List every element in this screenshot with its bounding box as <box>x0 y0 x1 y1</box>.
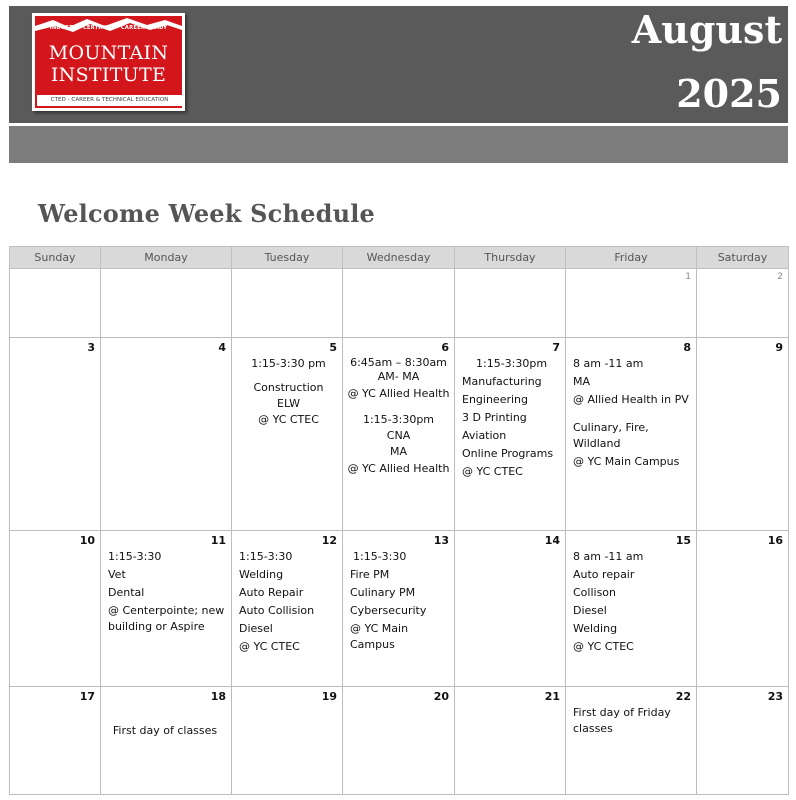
date-number: 20 <box>433 690 449 703</box>
event-line: Welding <box>239 568 284 581</box>
event-aug5 <box>239 356 338 428</box>
event-line: Engineering <box>462 393 528 406</box>
logo-tagline: INDUSTRY CERTIFIED - CAREER READY <box>49 25 168 31</box>
event-line: Diesel <box>239 622 273 635</box>
date-number: 8 <box>683 341 691 354</box>
day-cell-aug15 <box>566 531 697 687</box>
event-line: @ YC CTEC <box>573 640 634 653</box>
day-cell-empty <box>455 269 566 338</box>
event-line: Culinary PM <box>350 586 416 599</box>
date-number: 3 <box>87 341 95 354</box>
header-subbar <box>9 126 788 163</box>
event-line: Fire PM <box>350 568 390 581</box>
day-cell-aug8 <box>566 338 697 531</box>
logo-word-institute: INSTITUTE <box>50 64 167 86</box>
event-line: @ YC Allied Health <box>347 462 450 475</box>
week-row-4 <box>10 687 789 795</box>
event-aug6 <box>347 356 450 476</box>
event-line: Auto repair <box>573 568 635 581</box>
event-aug11 <box>108 549 227 635</box>
day-cell-aug18 <box>101 687 232 795</box>
weekday-sunday: Sunday <box>10 247 101 269</box>
event-aug15 <box>573 549 692 655</box>
event-line: Aviation <box>462 429 507 442</box>
event-line: Auto Collision <box>239 604 315 617</box>
event-line: 1:15-3:30 <box>239 550 293 563</box>
weekday-header-row <box>10 247 789 269</box>
date-number: 10 <box>79 534 95 547</box>
event-aug13 <box>350 549 450 653</box>
event-line: @ Allied Health in PV <box>573 393 689 406</box>
date-number: 21 <box>544 690 560 703</box>
event-line: Welding <box>573 622 618 635</box>
week-row-2 <box>10 338 789 531</box>
logo-subtitle: CTED - CAREER & TECHNICAL EDUCATION <box>37 95 182 106</box>
event-line: 1:15-3:30 <box>108 550 162 563</box>
date-number: 16 <box>767 534 783 547</box>
event-line: @ YC Main Campus <box>573 455 680 468</box>
day-cell-empty <box>101 269 232 338</box>
event-line: @ YC CTEC <box>258 413 319 426</box>
event-line: 8 am -11 am <box>573 550 644 563</box>
day-cell-aug3 <box>10 338 101 531</box>
date-number: 19 <box>321 690 337 703</box>
event-line: 1:15-3:30pm <box>362 413 435 426</box>
day-cell-aug19 <box>232 687 343 795</box>
date-number: 18 <box>210 690 226 703</box>
date-number: 23 <box>767 690 783 703</box>
event-line: 3 D Printing <box>462 411 527 424</box>
date-number: 5 <box>329 341 337 354</box>
weekday-wednesday: Wednesday <box>343 247 455 269</box>
day-cell-aug16 <box>697 531 789 687</box>
date-number: 6 <box>441 341 449 354</box>
date-number: 14 <box>544 534 560 547</box>
event-line: MA <box>573 375 591 388</box>
event-line: @ Centerpointe; new building or Aspire <box>108 604 225 633</box>
day-cell-aug1 <box>566 269 697 338</box>
date-number: 9 <box>775 341 783 354</box>
date-number: 11 <box>210 534 226 547</box>
event-line: Auto Repair <box>239 586 304 599</box>
event-line: 1:15-3:30 pm <box>251 357 326 370</box>
day-cell-aug4 <box>101 338 232 531</box>
event-line: ELW <box>277 397 300 410</box>
event-line: @ YC CTEC <box>462 465 523 478</box>
day-cell-empty <box>343 269 455 338</box>
month-label: August <box>631 7 782 52</box>
date-number: 4 <box>218 341 226 354</box>
event-aug8 <box>573 356 692 470</box>
logo-word-mountain: MOUNTAIN <box>48 42 169 64</box>
day-cell-aug12 <box>232 531 343 687</box>
weekday-tuesday: Tuesday <box>232 247 343 269</box>
calendar-grid <box>9 246 789 795</box>
date-number: 12 <box>321 534 337 547</box>
event-line: Diesel <box>573 604 607 617</box>
day-cell-aug10 <box>10 531 101 687</box>
event-line: @ YC Allied Health <box>347 387 450 400</box>
event-aug12 <box>239 549 338 655</box>
event-line: CNA <box>386 429 411 442</box>
date-number: 22 <box>675 690 691 703</box>
event-line: First day of classes <box>112 724 218 737</box>
event-aug7 <box>462 356 561 480</box>
event-line: Collison <box>573 586 617 599</box>
day-cell-aug20 <box>343 687 455 795</box>
day-cell-aug7 <box>455 338 566 531</box>
event-line: MA <box>389 445 407 458</box>
event-line: 6:45am – 8:30am <box>350 356 447 369</box>
date-number: 15 <box>675 534 691 547</box>
year-label: 2025 <box>676 71 782 116</box>
weekday-monday: Monday <box>101 247 232 269</box>
page-title: Welcome Week Schedule <box>38 199 376 228</box>
day-cell-aug23 <box>697 687 789 795</box>
event-line: Vet <box>108 568 126 581</box>
logo-red-panel <box>35 16 182 108</box>
event-line: First day of Friday classes <box>573 706 671 735</box>
date-number: 13 <box>433 534 449 547</box>
event-line: Construction <box>253 381 324 394</box>
event-line: AM- MA <box>377 370 420 383</box>
date-number: 17 <box>79 690 95 703</box>
day-cell-aug5 <box>232 338 343 531</box>
event-line: @ YC CTEC <box>239 640 300 653</box>
event-line: Manufacturing <box>462 375 542 388</box>
day-cell-aug22 <box>566 687 697 795</box>
event-aug18 <box>103 723 227 739</box>
mountain-institute-logo <box>32 13 185 111</box>
day-cell-aug14 <box>455 531 566 687</box>
event-aug22 <box>573 705 692 737</box>
day-cell-aug17 <box>10 687 101 795</box>
day-cell-aug2 <box>697 269 789 338</box>
day-cell-aug11 <box>101 531 232 687</box>
date-number: 2 <box>777 272 783 282</box>
day-cell-aug21 <box>455 687 566 795</box>
event-line: 1:15-3:30pm <box>476 357 548 370</box>
week-row-3 <box>10 531 789 687</box>
day-cell-empty <box>10 269 101 338</box>
weekday-thursday: Thursday <box>455 247 566 269</box>
event-line: Cybersecurity <box>350 604 427 617</box>
event-line: 1:15-3:30 <box>353 550 407 563</box>
date-number: 7 <box>552 341 560 354</box>
weekday-saturday: Saturday <box>697 247 789 269</box>
event-line: Dental <box>108 586 145 599</box>
event-line: @ YC Main Campus <box>350 622 409 651</box>
day-cell-aug9 <box>697 338 789 531</box>
day-cell-aug13 <box>343 531 455 687</box>
event-line: 8 am -11 am <box>573 357 644 370</box>
event-line: Culinary, Fire, Wildland <box>573 421 649 450</box>
week-row-1 <box>10 269 789 338</box>
day-cell-aug6 <box>343 338 455 531</box>
event-line: Online Programs <box>462 447 554 460</box>
day-cell-empty <box>232 269 343 338</box>
weekday-friday: Friday <box>566 247 697 269</box>
date-number: 1 <box>685 272 691 282</box>
